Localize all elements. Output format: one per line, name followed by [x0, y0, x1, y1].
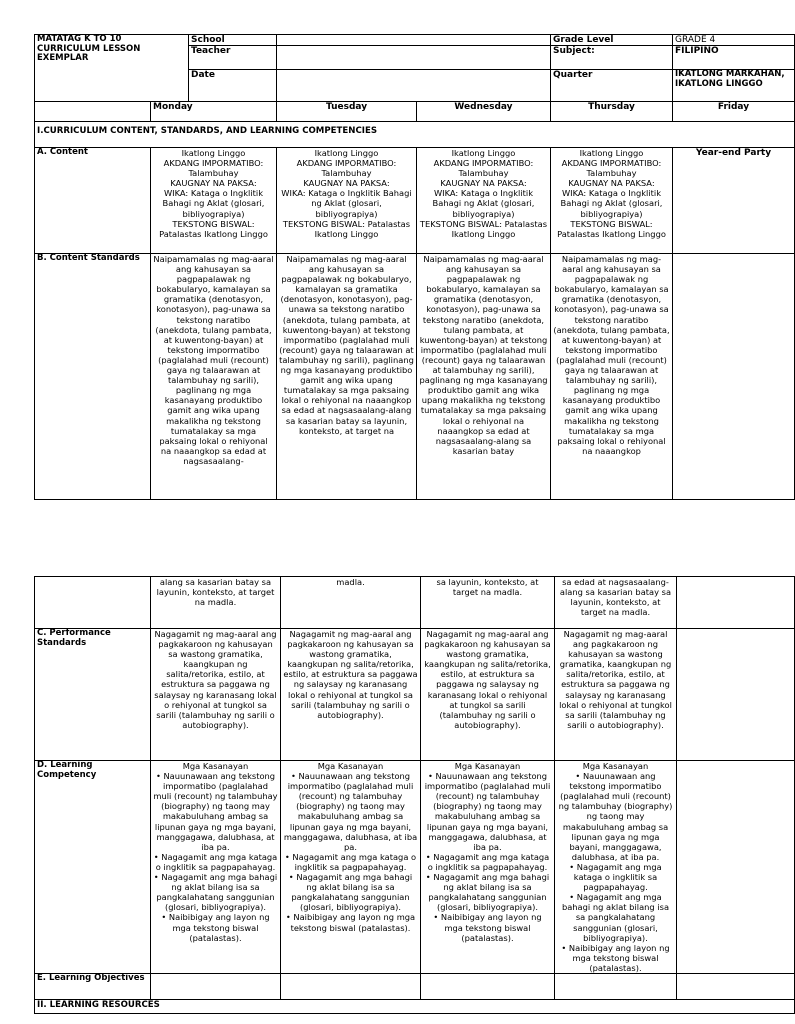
- lesson-exemplar-table-page-2: [34, 576, 795, 1014]
- teacher-label: Teacher: [189, 46, 277, 70]
- content-standards-tuesday: Naipamamalas ng mag-aaral ang kahusayan sa pagpapalawak ng bokabularyo, kamalayan sa gramatika (denotasyon, konotasyon), pag-unawa sa tekstong naratibo (anekdota, tulang pambata, at kuwentong-bayan) at tekstong impormatibo (paglalahad muli (recount) gaya ng talaarawan at talambuhay ng sarili), paglinang ng mga kasanayang produktibo gamit ang wika upang tumatalakay sa mga paksaing lokal o rehiyonal na naaangkop sa edad at nagsasaalang-alang sa kasarian batay sa layunin, konteksto, at target na: [277, 254, 417, 500]
- school-label: School: [189, 35, 277, 46]
- performance-standards-thursday: Nagagamit ng mag-aaral ang pagkakaroon ng kahusayan sa wastong gramatika, kaangkupan ng salita/retorika, estilo, at estruktura sa paggawa ng salaysay ng karanasang lokal o rehiyonal at tungkol sa sarili (talambuhay ng sarili o autobiography).: [555, 629, 677, 761]
- school-value: [277, 35, 551, 46]
- day-wednesday: Wednesday: [417, 102, 551, 122]
- learning-competency-friday: [677, 761, 795, 974]
- learning-competency-tuesday: Mga Kasanayan • Nauunawaan ang tekstong impormatibo (paglalahad muli (recount) ng talambuhay (biography) ng taong may makabuluhang ambag sa lipunan gaya ng mga bayani, manggagawa, dalubhasa, at iba pa. • Nagagamit ang mga kataga o ingklitik sa pagpapahayag. • Nagagamit ang mga bahagi ng aklat bilang isa sa pangkalahatang sanggunian (glosari, bibliyograpiya). • Naibibigay ang layon ng mga tekstong biswal (patalastas).: [281, 761, 421, 974]
- content-standards-thursday-cont: sa edad at nagsasaalang-alang sa kasarian batay sa layunin, konteksto, at target na madla.: [555, 577, 677, 629]
- learning-objectives-wednesday: [421, 973, 555, 999]
- learning-objectives-thursday: [555, 973, 677, 999]
- grade-level-label: Grade Level: [551, 35, 673, 46]
- teacher-value: [277, 46, 551, 70]
- day-thursday: Thursday: [551, 102, 673, 122]
- day-friday: Friday: [673, 102, 795, 122]
- learning-competency-thursday: Mga Kasanayan • Nauunawaan ang tekstong impormatibo (paglalahad muli (recount) ng talambuhay (biography) ng taong may makabuluhang ambag sa lipunan gaya ng mga bayani, manggagawa, dalubhasa, at iba pa. • Nagagamit ang mga kataga o ingklitik sa pagpapahayag. • Nagagamit ang mga bahagi ng aklat bilang isa sa pangkalahatang sanggunian (glosari, bibliyograpiya). • Naibibigay ang layon ng mga tekstong biswal (patalastas).: [555, 761, 677, 974]
- content-monday: Ikatlong Linggo AKDANG IMPORMATIBO: Talambuhay KAUGNAY NA PAKSA: WIKA: Kataga o Ingklitik Bahagi ng Aklat (glosari, bibliyograpiya) TEKSTONG BISWAL: Patalastas Ikatlong Linggo: [151, 148, 277, 254]
- content-standards-monday-cont: alang sa kasarian batay sa layunin, konteksto, at target na madla.: [151, 577, 281, 629]
- subject-value: FILIPINO: [673, 46, 795, 70]
- learning-competency-label: D. Learning Competency: [35, 761, 151, 974]
- quarter-value: IKATLONG MARKAHAN, IKATLONG LINGGO: [673, 70, 795, 102]
- performance-standards-monday: Nagagamit ng mag-aaral ang pagkakaroon ng kahusayan sa wastong gramatika, kaangkupan ng salita/retorika, estilo, at estruktura sa paggawa ng salaysay ng karanasang lokal o rehiyonal at tungkol sa sarili (talambuhay ng sarili o autobiography).: [151, 629, 281, 761]
- content-standards-label: B. Content Standards: [35, 254, 151, 500]
- lesson-exemplar-table-page-1: [34, 34, 795, 500]
- learning-objectives-monday: [151, 973, 281, 999]
- date-label: Date: [189, 70, 277, 102]
- content-standards-tuesday-cont: madla.: [281, 577, 421, 629]
- exemplar-title: MATATAG K TO 10 CURRICULUM LESSON EXEMPLAR: [35, 35, 189, 102]
- learning-competency-wednesday: Mga Kasanayan • Nauunawaan ang tekstong impormatibo (paglalahad muli (recount) ng talambuhay (biography) ng taong may makabuluhang ambag sa lipunan gaya ng mga bayani, manggagawa, dalubhasa, at iba pa. • Nagagamit ang mga kataga o ingklitik sa pagpapahayag. • Nagagamit ang mga bahagi ng aklat bilang isa sa pangkalahatang sanggunian (glosari, bibliyograpiya). • Naibibigay ang layon ng mga tekstong biswal (patalastas).: [421, 761, 555, 974]
- learning-resources-section-title: II. LEARNING RESOURCES: [35, 999, 795, 1013]
- content-standards-friday-cont: [677, 577, 795, 629]
- content-wednesday: Ikatlong Linggo AKDANG IMPORMATIBO: Talambuhay KAUGNAY NA PAKSA: WIKA: Kataga o Ingklitik Bahagi ng Aklat (glosari, bibliyograpiya) TEKSTONG BISWAL: Patalastas Ikatlong Linggo: [417, 148, 551, 254]
- performance-standards-friday: [677, 629, 795, 761]
- date-value: [277, 70, 551, 102]
- performance-standards-label: C. Performance Standards: [35, 629, 151, 761]
- learning-objectives-friday: [677, 973, 795, 999]
- content-standards-friday: [673, 254, 795, 500]
- blank-corner-cell: [35, 102, 151, 122]
- content-standards-wednesday: Naipamamalas ng mag-aaral ang kahusayan sa pagpapalawak ng bokabularyo, kamalayan sa gramatika (denotasyon, konotasyon), pag-unawa sa tekstong naratibo (anekdota, tulang pambata, at kuwentong-bayan) at tekstong impormatibo (paglalahad muli (recount) gaya ng talaarawan at talambuhay ng sarili), paglinang ng mga kasanayang produktibo gamit ang wika upang makalikha ng tekstong tumatalakay sa mga paksaing lokal o rehiyonal na naaangkop sa edad at nagsasaalang-alang sa kasarian batay: [417, 254, 551, 500]
- quarter-label: Quarter: [551, 70, 673, 102]
- performance-standards-tuesday: Nagagamit ng mag-aaral ang pagkakaroon ng kahusayan sa wastong gramatika, kaangkupan ng salita/retorika, estilo, at estruktura sa paggawa ng salaysay ng karanasang lokal o rehiyonal at tungkol sa sarili (talambuhay ng sarili o autobiography).: [281, 629, 421, 761]
- grade-level-value: GRADE 4: [673, 35, 795, 46]
- day-tuesday: Tuesday: [277, 102, 417, 122]
- content-label: A. Content: [35, 148, 151, 254]
- day-monday: Monday: [151, 102, 277, 122]
- content-thursday: Ikatlong Linggo AKDANG IMPORMATIBO: Talambuhay KAUGNAY NA PAKSA: WIKA: Kataga o Ingklitik Bahagi ng Aklat (glosari, bibliyograpiya) TEKSTONG BISWAL: Patalastas Ikatlong Linggo: [551, 148, 673, 254]
- content-friday: Year-end Party: [673, 148, 795, 254]
- learning-competency-monday: Mga Kasanayan • Nauunawaan ang tekstong impormatibo (paglalahad muli (recount) ng talambuhay (biography) ng taong may makabuluhang ambag sa lipunan gaya ng mga bayani, manggagawa, dalubhasa, at iba pa. • Nagagamit ang mga kataga o ingklitik sa pagpapahayag. • Nagagamit ang mga bahagi ng aklat bilang isa sa pangkalahatang sanggunian (glosari, bibliyograpiya). • Naibibigay ang layon ng mga tekstong biswal (patalastas).: [151, 761, 281, 974]
- content-standards-continued-label: [35, 577, 151, 629]
- content-tuesday: Ikatlong Linggo AKDANG IMPORMATIBO: Talambuhay KAUGNAY NA PAKSA: WIKA: Kataga o Ingklitik Bahagi ng Aklat (glosari, bibliyograpiya) TEKSTONG BISWAL: Patalastas Ikatlong Linggo: [277, 148, 417, 254]
- section-title: I.CURRICULUM CONTENT, STANDARDS, AND LEARNING COMPETENCIES: [35, 122, 795, 148]
- content-standards-wednesday-cont: sa layunin, konteksto, at target na madla.: [421, 577, 555, 629]
- subject-label: Subject:: [551, 46, 673, 70]
- learning-objectives-label: E. Learning Objectives: [35, 973, 151, 999]
- content-standards-thursday: Naipamamalas ng mag-aaral ang kahusayan sa pagpapalawak ng bokabularyo, kamalayan sa gramatika (denotasyon, konotasyon), pag-unawa sa tekstong naratibo (anekdota, tulang pambata, at kuwentong-bayan) at tekstong impormatibo (paglalahad muli (recount) gaya ng talaarawan at talambuhay ng sarili), paglinang ng mga kasanayang produktibo gamit ang wika upang makalikha ng tekstong tumatalakay sa mga paksaing lokal o rehiyonal na naaangkop: [551, 254, 673, 500]
- content-standards-monday: Naipamamalas ng mag-aaral ang kahusayan sa pagpapalawak ng bokabularyo, kamalayan sa gramatika (denotasyon, konotasyon), pag-unawa sa tekstong naratibo (anekdota, tulang pambata, at kuwentong-bayan) at tekstong impormatibo (paglalahad muli (recount) gaya ng talaarawan at talambuhay ng sarili), paglinang ng mga kasanayang produktibo gamit ang wika upang makalikha ng tekstong tumatalakay sa mga paksaing lokal o rehiyonal na naaangkop sa edad at nagsasaalang-: [151, 254, 277, 500]
- performance-standards-wednesday: Nagagamit ng mag-aaral ang pagkakaroon ng kahusayan sa wastong gramatika, kaangkupan ng salita/retorika, estilo, at estruktura sa paggawa ng salaysay ng karanasang lokal o rehiyonal at tungkol sa sarili (talambuhay ng sarili o autobiography).: [421, 629, 555, 761]
- learning-objectives-tuesday: [281, 973, 421, 999]
